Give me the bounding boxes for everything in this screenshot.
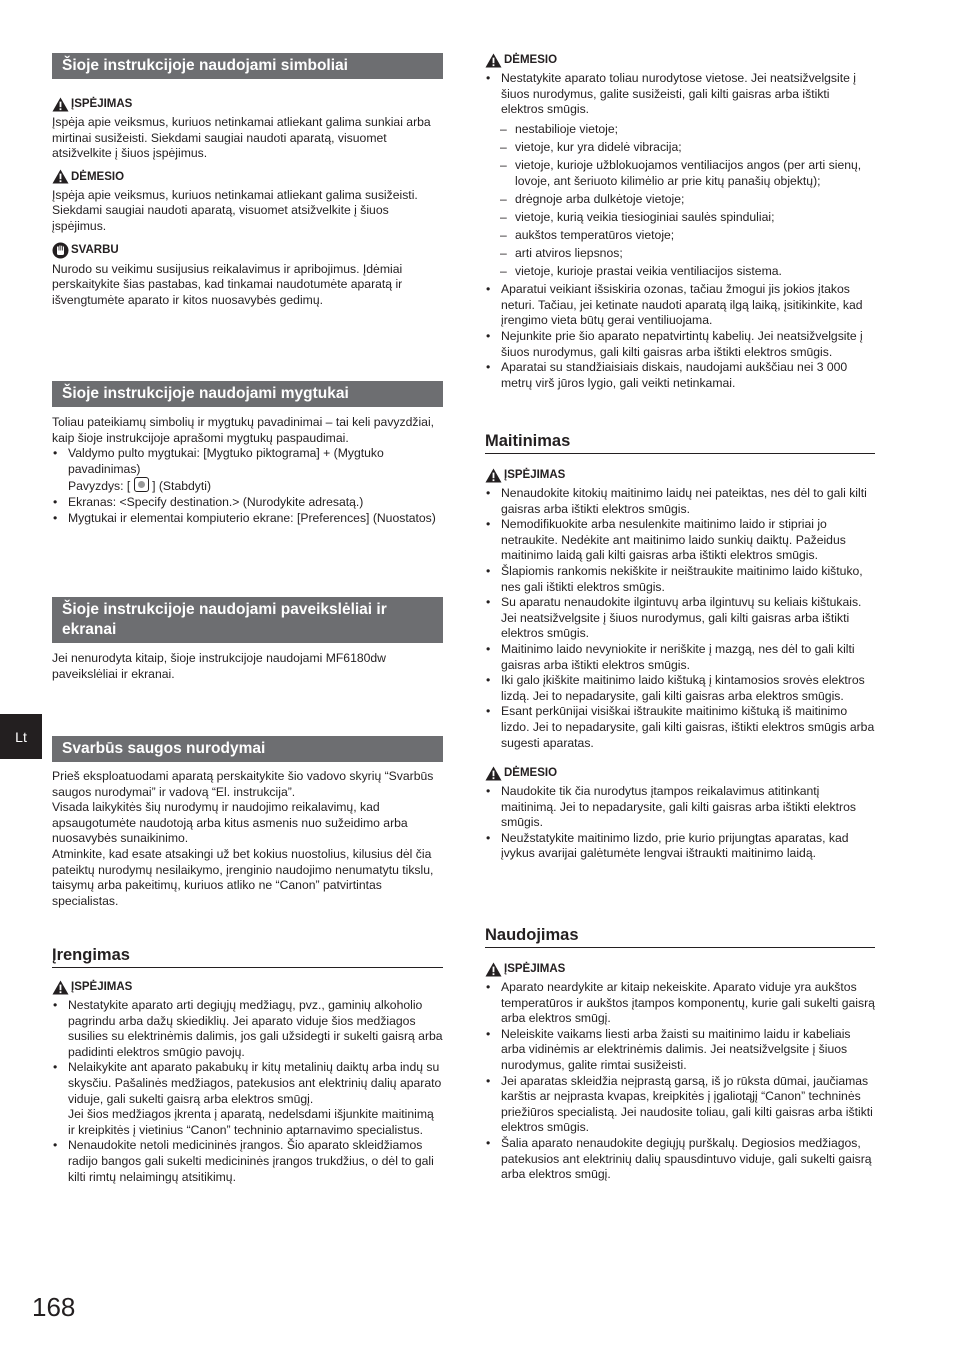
list-item: • Neužstatykite maitinimo lizdo, prie kurio prijungtas aparatas, kad įvykus avarijai galėtumėte lengvai ištraukti maitinimo laidą. [485,831,875,862]
list-item: • Mygtukai ir elementai kompiuterio ekrane: [Preferences] (Nuostatos) [52,511,443,527]
list-item: • Aparatai su standžiaisiais diskais, naudojami aukščiau nei 3 000 metrų virš jūros lygio, gali veikti netinkamai. [485,360,875,391]
dash-item: – vietoje, kur yra didelė vibracija; [485,140,875,156]
usage-title: Naudojimas [485,924,875,948]
caution-label: DĖMESIO [504,767,558,780]
warning-icon [52,980,69,995]
list-item: • Nenaudokite kitokių maitinimo laidų nei pateiktas, nes dėl to gali kilti gaisras arba ištikti elektros smūgis. [485,486,875,517]
buttons-intro: Toliau pateikiamų simbolių ir mygtukų pavadinimai – tai keli pavyzdžiai, kaip šioje instrukcijoje aprašomi mygtukų paspaudimai. [52,415,435,445]
list-item: • Esant perkūnijai visiškai ištraukite maitinimo kištuką iš maitinimo lizdo. Jei to nepadarysite, gali kilti gaisras, ištikti elektros smūgis arba sugesti aparatas. [485,704,875,751]
caution-list [485,71,875,118]
warning-icon [52,97,69,112]
warning-label-row [52,96,443,112]
images-section-title: Šioje instrukcijoje naudojami paveikslėliai ir ekranai [52,597,443,643]
buttons-section [52,415,443,526]
caution-label: DĖMESIO [504,54,558,66]
power-section [485,430,875,862]
list-item: • Nestatykite aparato arti degiųjų medžiagų, pvz., gaminių alkoholio pagrindu arba dažų skiediklių. Jei aparato viduje šios medžiagos susilies su elektrinėmis dalimis, jos gali užsidegti ir sukelti gaisrą arba padidinti elektros smūgio pavojų. [52,998,443,1060]
power-caution-list [485,784,875,862]
safety-section [52,769,443,909]
important-label: SVARBU [71,244,119,257]
power-title: Maitinimas [485,430,875,454]
dash-item: – vietoje, kurioje prastai veikia ventiliacijos sistema. [485,264,875,280]
list-item: • Naudokite tik čia nurodytus įtampos reikalavimus atitinkantį maitinimą. Jei to nepadarysite, gali kilti gaisras arba ištikti elektros smūgis. [485,784,875,831]
list-item: • Nejunkite prie šio aparato nepatvirtintų kabelių. Jei neatsižvelgsite į šiuos nurodymus, gali kilti gaisras arba ištikti elektros smūgis. [485,329,875,360]
symbols-section [52,96,443,308]
caution-top-section [485,52,875,391]
list-item: • Šlapiomis rankomis nekiškite ir neištraukite maitinimo laido kištuko, nes gali ištikti elektros smūgis. [485,564,875,595]
power-caution-row [485,765,875,781]
important-label-row [52,242,443,259]
page-number: 168 [32,1292,76,1322]
safety-paragraph: Visada laikykitės šių nurodymų ir naudojimo reikalavimų, kad apsaugotumėte naudotoją arba kitus asmenis nuo sužeidimo arba nuosavybės sunaikinimo. [52,800,408,846]
power-warning-row [485,467,875,483]
images-section [52,651,443,682]
dash-item: – drėgnoje arba dulkėtoje vietoje; [485,192,875,208]
caution-description: Įspėja apie veiksmus, kuriuos netinkamai atliekant galima susižeisti. Siekdami saugiai naudoti aparatą, visuomet atsižvelkite į šiuos įspėjimus. [52,187,418,233]
caution-list-more [485,282,875,391]
dash-item: – aukštos temperatūros vietoje; [485,228,875,244]
warning-icon [485,468,502,483]
power-warning-list [485,486,875,751]
list-item: • Nenaudokite netoli medicininės įrangos. Šio aparato skleidžiamos radijo bangos gali sukelti medicininės įrangos trukdžius, o dėl to gali kilti rimtų nelaimingų atsitikimų. [52,1138,443,1185]
list-item: • Maitinimo laido nevyniokite ir neriškite į mazgą, nes dėl to gali kilti gaisras arba ištikti elektros smūgis. [485,642,875,673]
list-item: • Šalia aparato nenaudokite degiųjų purškalų. Degiosios medžiagos, patekusios ant elektrinių dalių spausdintuvo viduje, gali sukelti gaisrą arba elektros smūgį. [485,1136,875,1183]
installation-list [52,998,443,1185]
usage-section [485,924,875,1183]
warning-description: Įspėja apie veiksmus, kuriuos netinkamai atliekant galima sunkiai arba mirtinai susižeisti. Siekdami saugiai naudoti aparatą, visuomet atsižvelkite į šiuos įspėjimus. [52,115,431,161]
caution-label-row [52,169,443,185]
dash-item: – vietoje, kurioje užblokuojamos ventiliacijos angos (per arti sienų, lovoje, ant šeriuoto kilimėlio ar prie kitų panašių objektų); [485,158,875,189]
caution-icon [485,766,502,781]
safety-paragraph: Atminkite, kad esate atsakingi už bet kokius nuostolius, kilusius dėl čia pateiktų nurodymų nesilaikymo, įrenginio naudojimo nenumatytu tikslu, taisymų arba pakeitimų, kuriuos atliko ne “Canon” patvirtintas specialistas. [52,846,434,908]
usage-warning-row [485,961,875,977]
list-item: • Ekranas: <Specify destination.> (Nurodykite adresatą.) [52,495,443,511]
list-item: • Nelaikykite ant aparato pakabukų ir kitų metalinių daiktų arba indų su skysčiu. Pašalinės medžiagos, patekusios ant elektrinių dalių aparato viduje, gali sukelti gaisrą arba elektros smūgį. Jei šios medžiagos įkrenta į aparatą, nedelsdami išjunkite maitinimą ir kreipkitės į vietinius “Canon” techninio aptarnavimo specialistus. [52,1060,443,1138]
list-item: • Su aparatu nenaudokite ilgintuvų arba ilgintuvų su keliais kištukais. Jei neatsižvelgsite į šiuos nurodymus, gali kilti gaisras arba ištikti elektros smūgis. [485,595,875,642]
safety-paragraph: Prieš eksploatuodami aparatą perskaitykite šio vadovo skyrių “Svarbūs saugos nurodymai” ir vadovą “El. instrukcija”. [52,769,434,799]
dash-item: – nestabilioje vietoje; [485,122,875,138]
safety-section-title: Svarbūs saugos nurodymai [52,736,443,762]
important-icon [52,242,69,259]
images-text: Jei nenurodyta kitaip, šioje instrukcijoje naudojami MF6180dw paveikslėliai ir ekranai. [52,651,386,681]
list-item: • Nestatykite aparato toliau nurodytose vietose. Jei neatsižvelgsite į šiuos nurodymus, galite susižeisti, gali kilti gaisras arba ištikti elektros smūgis. [485,71,875,118]
caution-icon [485,53,502,68]
symbols-section-title: Šioje instrukcijoje naudojami simboliai [52,53,443,79]
warning-icon [485,962,502,977]
caution-label: DĖMESIO [71,170,125,183]
warning-label: ĮSPĖJIMAS [71,981,133,993]
warning-label: ĮSPĖJIMAS [504,469,566,481]
list-item: • Iki galo įkiškite maitinimo laido kištuką į kintamosios srovės elektros lizdą. Jei to nepadarysite, gali kilti gaisras arba elektros smūgis. [485,673,875,704]
important-description: Nurodo su veikimu susijusius reikalavimus ir apribojimus. Įdėmiai perskaitykite šias pastabas, kad tinkamai naudotumėte aparatą ir išvengtumėte aparato ir kitos nuosavybės gedimų. [52,261,403,307]
dash-item: – vietoje, kurią veikia tiesioginiai saulės spinduliai; [485,210,875,226]
installation-title: Įrengimas [52,944,443,968]
caution-label-row [485,52,875,68]
buttons-section-title: Šioje instrukcijoje naudojami mygtukai [52,381,443,407]
language-tab: Lt [0,714,42,759]
caution-icon [52,169,69,184]
list-item: • Aparato neardykite ar kitaip nekeiskite. Aparato viduje yra aukštos temperatūros ir aukštos įtampos komponentų, kurie gali sukelti gaisrą arba elektros smūgį. [485,980,875,1027]
dash-item: – arti atviros liepsnos; [485,246,875,262]
list-item: • Neleiskite vaikams liesti arba žaisti su maitinimo laidu ir kabeliais arba vidinėmis ar elektrinėmis dalimis. Jei neatsižvelgsite į šiuos nurodymus, galite rimtai susižeisti. [485,1027,875,1074]
list-item: • Aparatui veikiant išsiskiria ozonas, tačiau žmogui jis jokios įtakos neturi. Tačiau, jei ketinate naudoti aparatą ilgą laiką, įsitikinkite, kad įrengimo vieta būtų gerai ventiliuojama. [485,282,875,329]
location-dash-list [485,122,875,280]
list-item: • Jei aparatas skleidžia neįprastą garsą, iš jo rūksta dūmai, jaučiamas karštis ar neįprasta kvapas, kreipkitės į įgaliotąjį “Canon” techninės priežiūros specialistą. Jei naudosite toliau, gali kilti gaisras arba ištikti elektros smūgis. [485,1074,875,1136]
list-item: • Nemodifikuokite arba nesulenkite maitinimo laido ir stipriai jo netraukite. Nedėkite ant maitinimo laido sunkių daiktų. Pažeidus maitinimo laidą gali kilti gaisras arba ištikti elektros smūgis. [485,517,875,564]
buttons-list [52,446,443,526]
warning-label: ĮSPĖJIMAS [71,98,133,110]
list-item: • Valdymo pulto mygtukai: [Mygtuko piktograma] + (Mygtuko pavadinimas) Pavyzdys: [ ] (Stabdyti) [52,446,443,495]
stop-button-icon [134,477,149,492]
installation-warning-row [52,979,443,995]
installation-section [52,944,443,1185]
usage-warning-list [485,980,875,1183]
warning-label: ĮSPĖJIMAS [504,963,566,975]
